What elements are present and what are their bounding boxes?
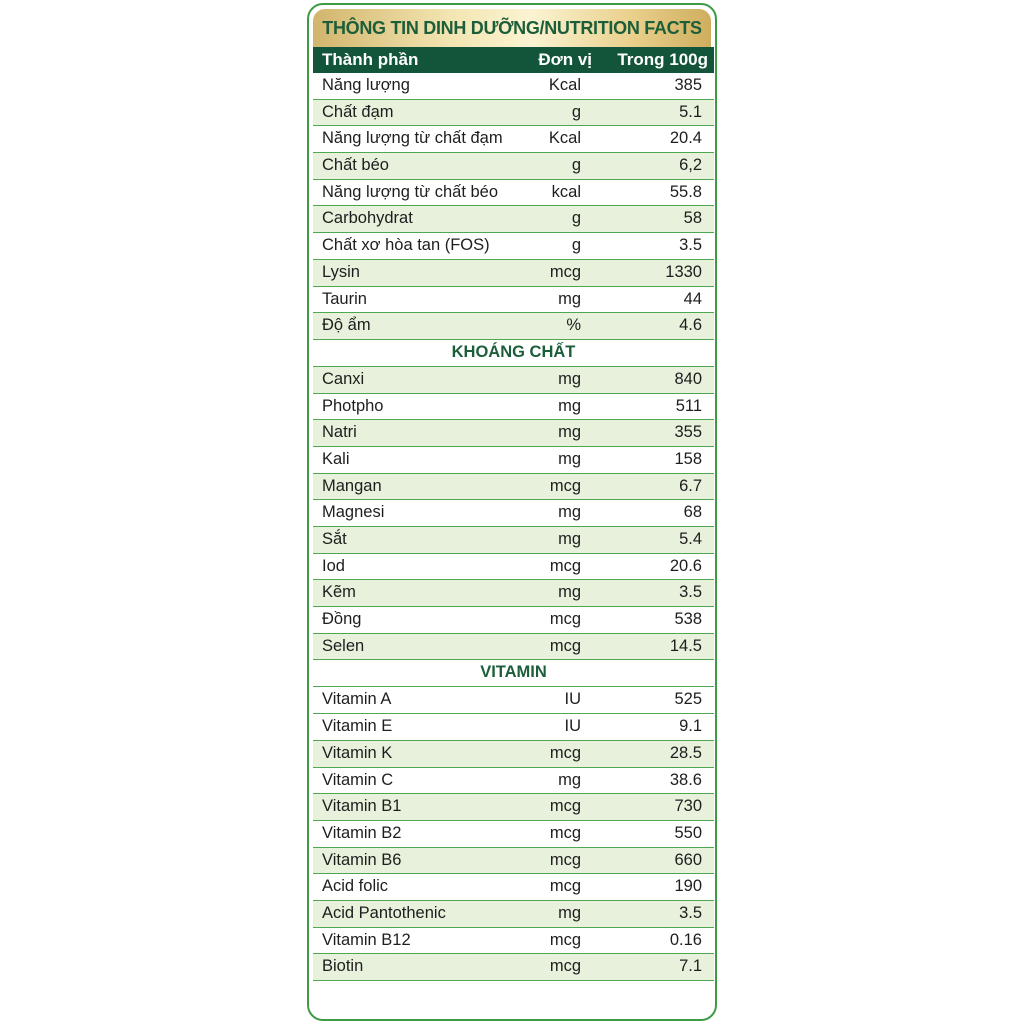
nutrient-value: 1330 [665, 262, 702, 281]
nutrient-value: 511 [675, 396, 702, 415]
table-row [313, 527, 714, 554]
nutrition-table-body [313, 73, 714, 981]
nutrient-name: Sắt [322, 530, 347, 548]
nutrient-name: Vitamin C [322, 770, 394, 789]
nutrient-name: Selen [322, 636, 365, 655]
nutrient-unit: mcg [549, 556, 581, 575]
nutrient-value: 660 [674, 850, 702, 869]
nutrient-name: Vitamin B1 [322, 797, 402, 816]
table-row [313, 634, 714, 661]
table-row [313, 287, 714, 314]
nutrient-name: Vitamin B2 [322, 823, 402, 842]
nutrient-value: 3.5 [679, 583, 702, 602]
nutrient-name: Vitamin A [322, 690, 392, 709]
nutrient-name: Vitamin K [322, 743, 393, 762]
nutrient-unit: g [571, 102, 581, 121]
table-row [313, 928, 714, 955]
nutrient-unit: mg [558, 903, 581, 922]
table-row [313, 420, 714, 447]
nutrient-unit: mg [558, 423, 581, 442]
nutrient-value: 58 [683, 209, 702, 228]
nutrient-unit: % [566, 316, 581, 335]
nutrient-unit: mcg [549, 636, 581, 655]
nutrient-name: Đồng [322, 610, 362, 629]
nutrient-name: Lysin [322, 262, 360, 281]
column-header-name: Thành phần [322, 50, 419, 69]
nutrient-value: 28.5 [669, 743, 702, 762]
nutrient-value: 0.16 [669, 930, 702, 949]
nutrient-name: Acid folic [322, 877, 389, 896]
table-row [313, 206, 714, 233]
nutrient-name: Chất xơ hòa tan (FOS) [322, 236, 490, 255]
nutrient-value: 9.1 [679, 717, 702, 736]
nutrient-unit: g [571, 209, 581, 228]
nutrient-value: 3.5 [679, 236, 702, 255]
nutrient-name: Chất béo [322, 156, 389, 175]
nutrient-value: 20.6 [669, 556, 702, 575]
nutrient-unit: mg [558, 396, 581, 415]
section-minerals [313, 340, 714, 367]
column-header-unit: Đơn vị [538, 50, 592, 69]
nutrient-unit: mcg [549, 743, 581, 762]
table-row [313, 260, 714, 287]
column-header-value: Trong 100g [617, 50, 708, 69]
nutrient-name: Chất đạm [322, 102, 394, 121]
nutrient-unit: mg [558, 289, 581, 308]
nutrient-name: Iod [322, 556, 345, 575]
nutrient-unit: IU [564, 717, 581, 736]
nutrient-unit: mcg [549, 610, 581, 629]
nutrient-value: 525 [674, 690, 702, 709]
nutrient-unit: g [571, 236, 581, 255]
nutrient-unit: mg [558, 583, 581, 602]
nutrient-value: 55.8 [669, 182, 702, 201]
nutrient-name: Carbohydrat [322, 209, 413, 228]
table-row [313, 153, 714, 180]
nutrient-name: Vitamin E [322, 717, 393, 736]
nutrient-value: 5.4 [679, 530, 702, 548]
nutrient-value: 730 [674, 797, 702, 816]
table-row [313, 874, 714, 901]
nutrient-value: 550 [674, 823, 702, 842]
table-row [313, 367, 714, 394]
nutrition-title: THÔNG TIN DINH DƯỠNG/NUTRITION FACTS [322, 17, 702, 38]
nutrient-name: Năng lượng [322, 76, 410, 94]
nutrient-unit: IU [564, 690, 581, 709]
nutrient-name: Kẽm [322, 583, 356, 602]
nutrient-name: Kali [322, 449, 350, 468]
nutrient-value: 5.1 [679, 102, 702, 121]
nutrient-unit: mcg [549, 262, 581, 281]
table-row [313, 954, 714, 981]
nutrient-name: Canxi [322, 369, 365, 388]
nutrient-name: Natri [322, 423, 357, 442]
table-row [313, 73, 714, 100]
table-row [313, 313, 714, 340]
table-row [313, 714, 714, 741]
nutrient-value: 7.1 [679, 957, 702, 976]
nutrient-name: Độ ẩm [322, 316, 371, 335]
table-row [313, 687, 714, 714]
nutrient-value: 6,2 [679, 156, 702, 175]
nutrient-name: Mangan [322, 476, 382, 495]
nutrient-unit: mcg [549, 476, 581, 495]
section-vitamins [313, 660, 714, 687]
nutrient-value: 6.7 [679, 476, 702, 495]
nutrient-unit: g [571, 156, 581, 175]
nutrient-value: 385 [674, 76, 702, 94]
nutrient-name: Vitamin B12 [322, 930, 411, 949]
nutrient-unit: mcg [549, 930, 581, 949]
section-minerals-title: KHOÁNG CHẤT [451, 342, 576, 361]
nutrition-facts-panel [307, 3, 717, 1021]
nutrient-unit: kcal [551, 182, 581, 201]
nutrient-value: 190 [674, 877, 702, 896]
table-row [313, 768, 714, 795]
nutrient-value: 3.5 [679, 903, 702, 922]
nutrient-unit: mg [558, 369, 581, 388]
nutrient-name: Magnesi [322, 503, 385, 522]
table-row [313, 474, 714, 501]
nutrient-unit: mg [558, 770, 581, 789]
nutrient-value: 44 [683, 289, 702, 308]
table-row [313, 233, 714, 260]
nutrient-value: 20.4 [669, 129, 702, 148]
nutrient-unit: mcg [549, 877, 581, 896]
nutrient-value: 158 [674, 449, 702, 468]
table-row [313, 554, 714, 581]
nutrient-value: 38.6 [669, 770, 702, 789]
column-header-row [313, 47, 714, 73]
nutrient-unit: Kcal [548, 76, 581, 94]
table-row [313, 901, 714, 928]
table-row [313, 741, 714, 768]
nutrient-name: Biotin [322, 957, 364, 976]
nutrient-unit: mcg [549, 850, 581, 869]
nutrient-value: 14.5 [669, 636, 702, 655]
table-row [313, 500, 714, 527]
table-row [313, 447, 714, 474]
table-row [313, 180, 714, 207]
nutrient-unit: mg [558, 503, 581, 522]
nutrient-value: 840 [674, 369, 702, 388]
title-bar [313, 9, 711, 47]
nutrient-unit: mg [558, 449, 581, 468]
section-vitamins-title: VITAMIN [480, 663, 547, 682]
table-row [313, 394, 714, 421]
nutrient-value: 4.6 [679, 316, 702, 335]
nutrient-value: 68 [683, 503, 702, 522]
table-row [313, 100, 714, 127]
nutrient-unit: mg [558, 530, 581, 548]
nutrient-name: Taurin [322, 289, 367, 308]
table-row [313, 607, 714, 634]
nutrient-name: Photpho [322, 396, 384, 415]
table-row [313, 821, 714, 848]
nutrient-value: 538 [674, 610, 702, 629]
nutrient-unit: Kcal [548, 129, 581, 148]
table-row [313, 126, 714, 153]
nutrient-value: 355 [674, 423, 702, 442]
table-row [313, 848, 714, 875]
nutrient-unit: mcg [549, 823, 581, 842]
nutrient-unit: mcg [549, 957, 581, 976]
nutrient-name: Acid Pantothenic [322, 903, 446, 922]
nutrient-unit: mcg [549, 797, 581, 816]
nutrient-name: Năng lượng từ chất đạm [322, 129, 503, 148]
table-row [313, 580, 714, 607]
nutrient-name: Vitamin B6 [322, 850, 402, 869]
table-row [313, 794, 714, 821]
nutrient-name: Năng lượng từ chất béo [322, 182, 499, 201]
